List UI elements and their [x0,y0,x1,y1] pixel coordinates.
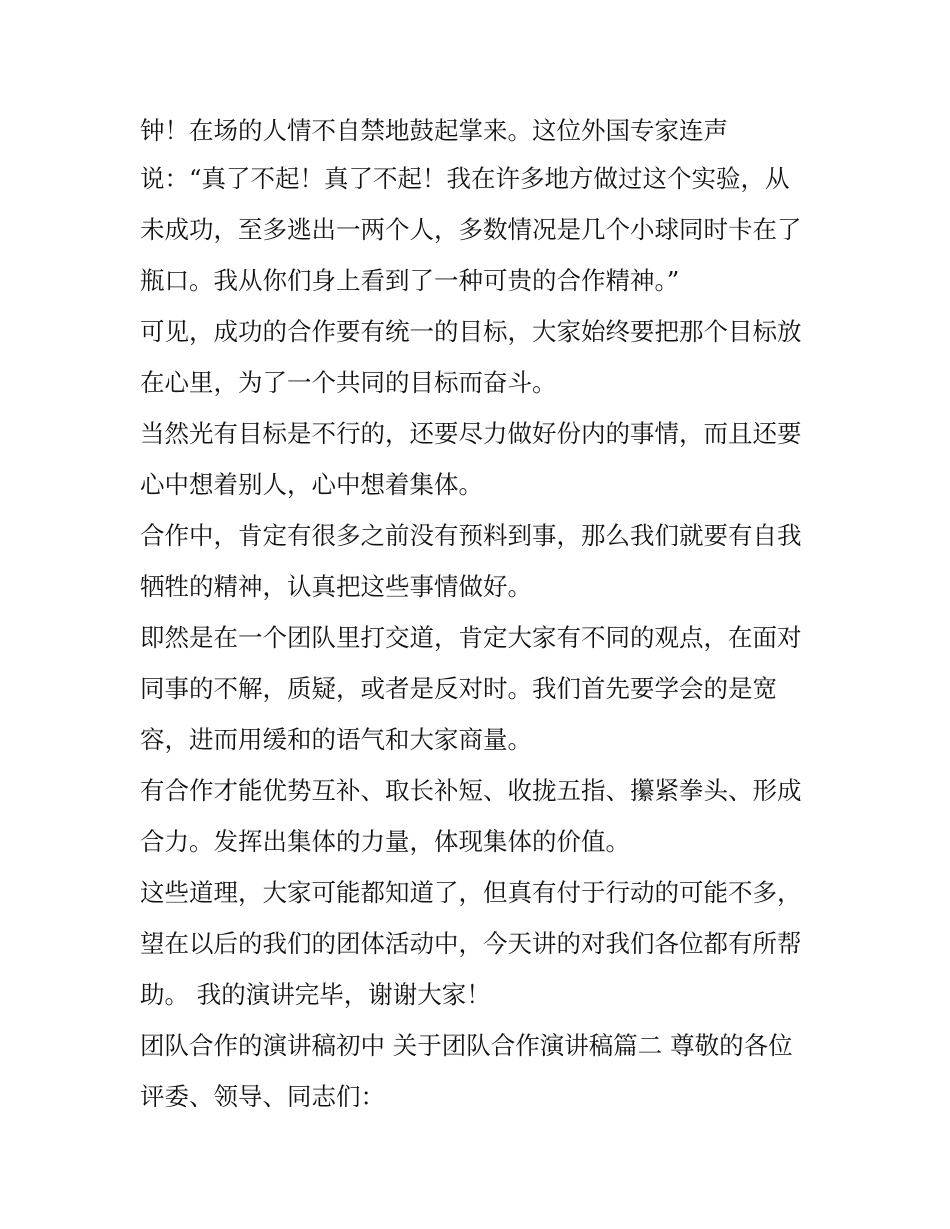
text-line: 团队合作的演讲稿初中 关于团队合作演讲稿篇二 尊敬的各位 [140,1031,793,1060]
text-line: 评委、领导、同志们： [140,1082,385,1111]
text-line: 心中想着别人，心中想着集体。 [140,470,483,499]
text-line: 望在以后的我们的团体活动中，今天讲的对我们各位都有所帮 [140,929,802,958]
text-line: 这些道理，大家可能都知道了，但真有付于行动的可能不多， [140,878,802,907]
text-line: 容，进而用缓和的语气和大家商量。 [140,725,532,754]
text-line: 牺牲的精神，认真把这些事情做好。 [140,572,532,601]
text-line: 瓶口。我从你们身上看到了一种可贵的合作精神。” [140,266,680,295]
text-line: 即然是在一个团队里打交道，肯定大家有不同的观点，在面对 [140,623,802,652]
text-line: 助。 我的演讲完毕，谢谢大家！ [140,980,491,1009]
text-line: 可见，成功的合作要有统一的目标，大家始终要把那个目标放 [140,317,802,346]
text-line: 说：“真了不起！真了不起！我在许多地方做过这个实验，从 [140,164,790,193]
text-line: 合作中，肯定有很多之前没有预料到事，那么我们就要有自我 [140,521,802,550]
text-line: 同事的不解，质疑，或者是反对时。我们首先要学会的是宽 [140,674,777,703]
text-line: 当然光有目标是不行的，还要尽力做好份内的事情，而且还要 [140,419,802,448]
text-line: 在心里，为了一个共同的目标而奋斗。 [140,368,557,397]
text-line: 钟！在场的人情不自禁地鼓起掌来。这位外国专家连声 [140,116,728,145]
document-body [140,110,820,1127]
text-line: 未成功，至多逃出一两个人，多数情况是几个小球同时卡在了 [140,215,802,244]
text-line: 有合作才能优势互补、取长补短、收拢五指、攥紧拳头、形成 [140,776,802,805]
text-line: 合力。发挥出集体的力量，体现集体的价值。 [140,827,630,856]
